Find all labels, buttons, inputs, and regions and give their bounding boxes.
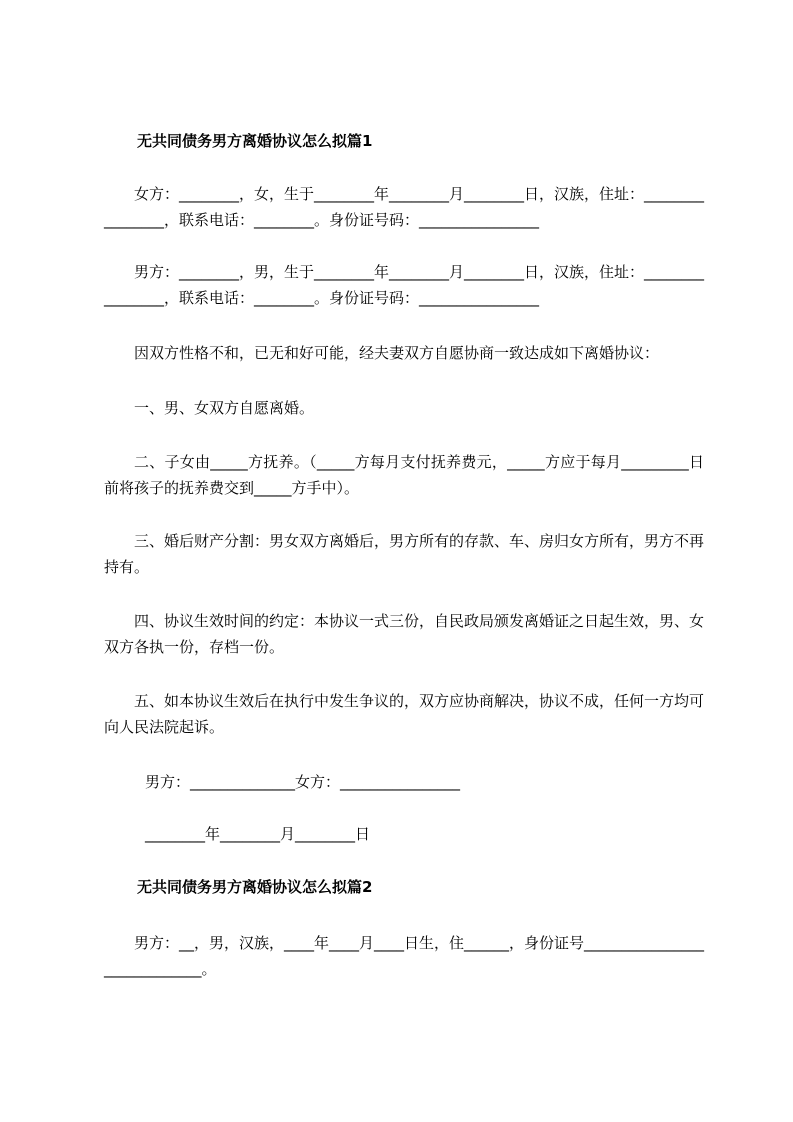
clause-4-paragraph: 四、协议生效时间的约定：本协议一式三份，自民政局颁发离婚证之日起生效，男、女双方各执一份，存档一份。	[104, 612, 705, 656]
clause-3-paragraph: 三、婚后财产分割：男女双方离婚后，男方所有的存款、车、房归女方所有，男方不再持有。	[104, 532, 705, 576]
section-heading-2: 无共同债务男方离婚协议怎么拟篇2	[137, 878, 373, 896]
clause-2-paragraph: 二、子女由_____方抚养。（_____方每月支付抚养费元，_____方应于每月_________日前将孩子的抚养费交到_____方手中）。	[104, 453, 704, 497]
female-info-paragraph: 女方：________，女，生于________年________月________日，汉族，住址：________________，联系电话：________。身份证号码：________________	[104, 185, 705, 229]
intro-paragraph: 因双方性格不和，已无和好可能，经夫妻双方自愿协商一致达成如下离婚协议：	[134, 344, 660, 362]
date-line: ________年________月________日	[145, 825, 371, 843]
section-heading-1: 无共同债务男方离婚协议怎么拟篇1	[137, 132, 373, 150]
clause-1-paragraph: 一、男、女双方自愿离婚。	[134, 399, 315, 417]
signature-line: 男方：______________女方：________________	[145, 773, 461, 791]
male-info-paragraph: 男方：________，男，生于________年________月________日，汉族，住址：________________，联系电话：________。身份证号码：________________	[104, 263, 705, 307]
male-info-paragraph-2: 男方：__，男，汉族，____年____月____日生，住______，身份证号_____________________________。	[104, 934, 705, 978]
clause-5-paragraph: 五、如本协议生效后在执行中发生争议的，双方应协商解决，协议不成，任何一方均可向人民法院起诉。	[104, 692, 705, 736]
